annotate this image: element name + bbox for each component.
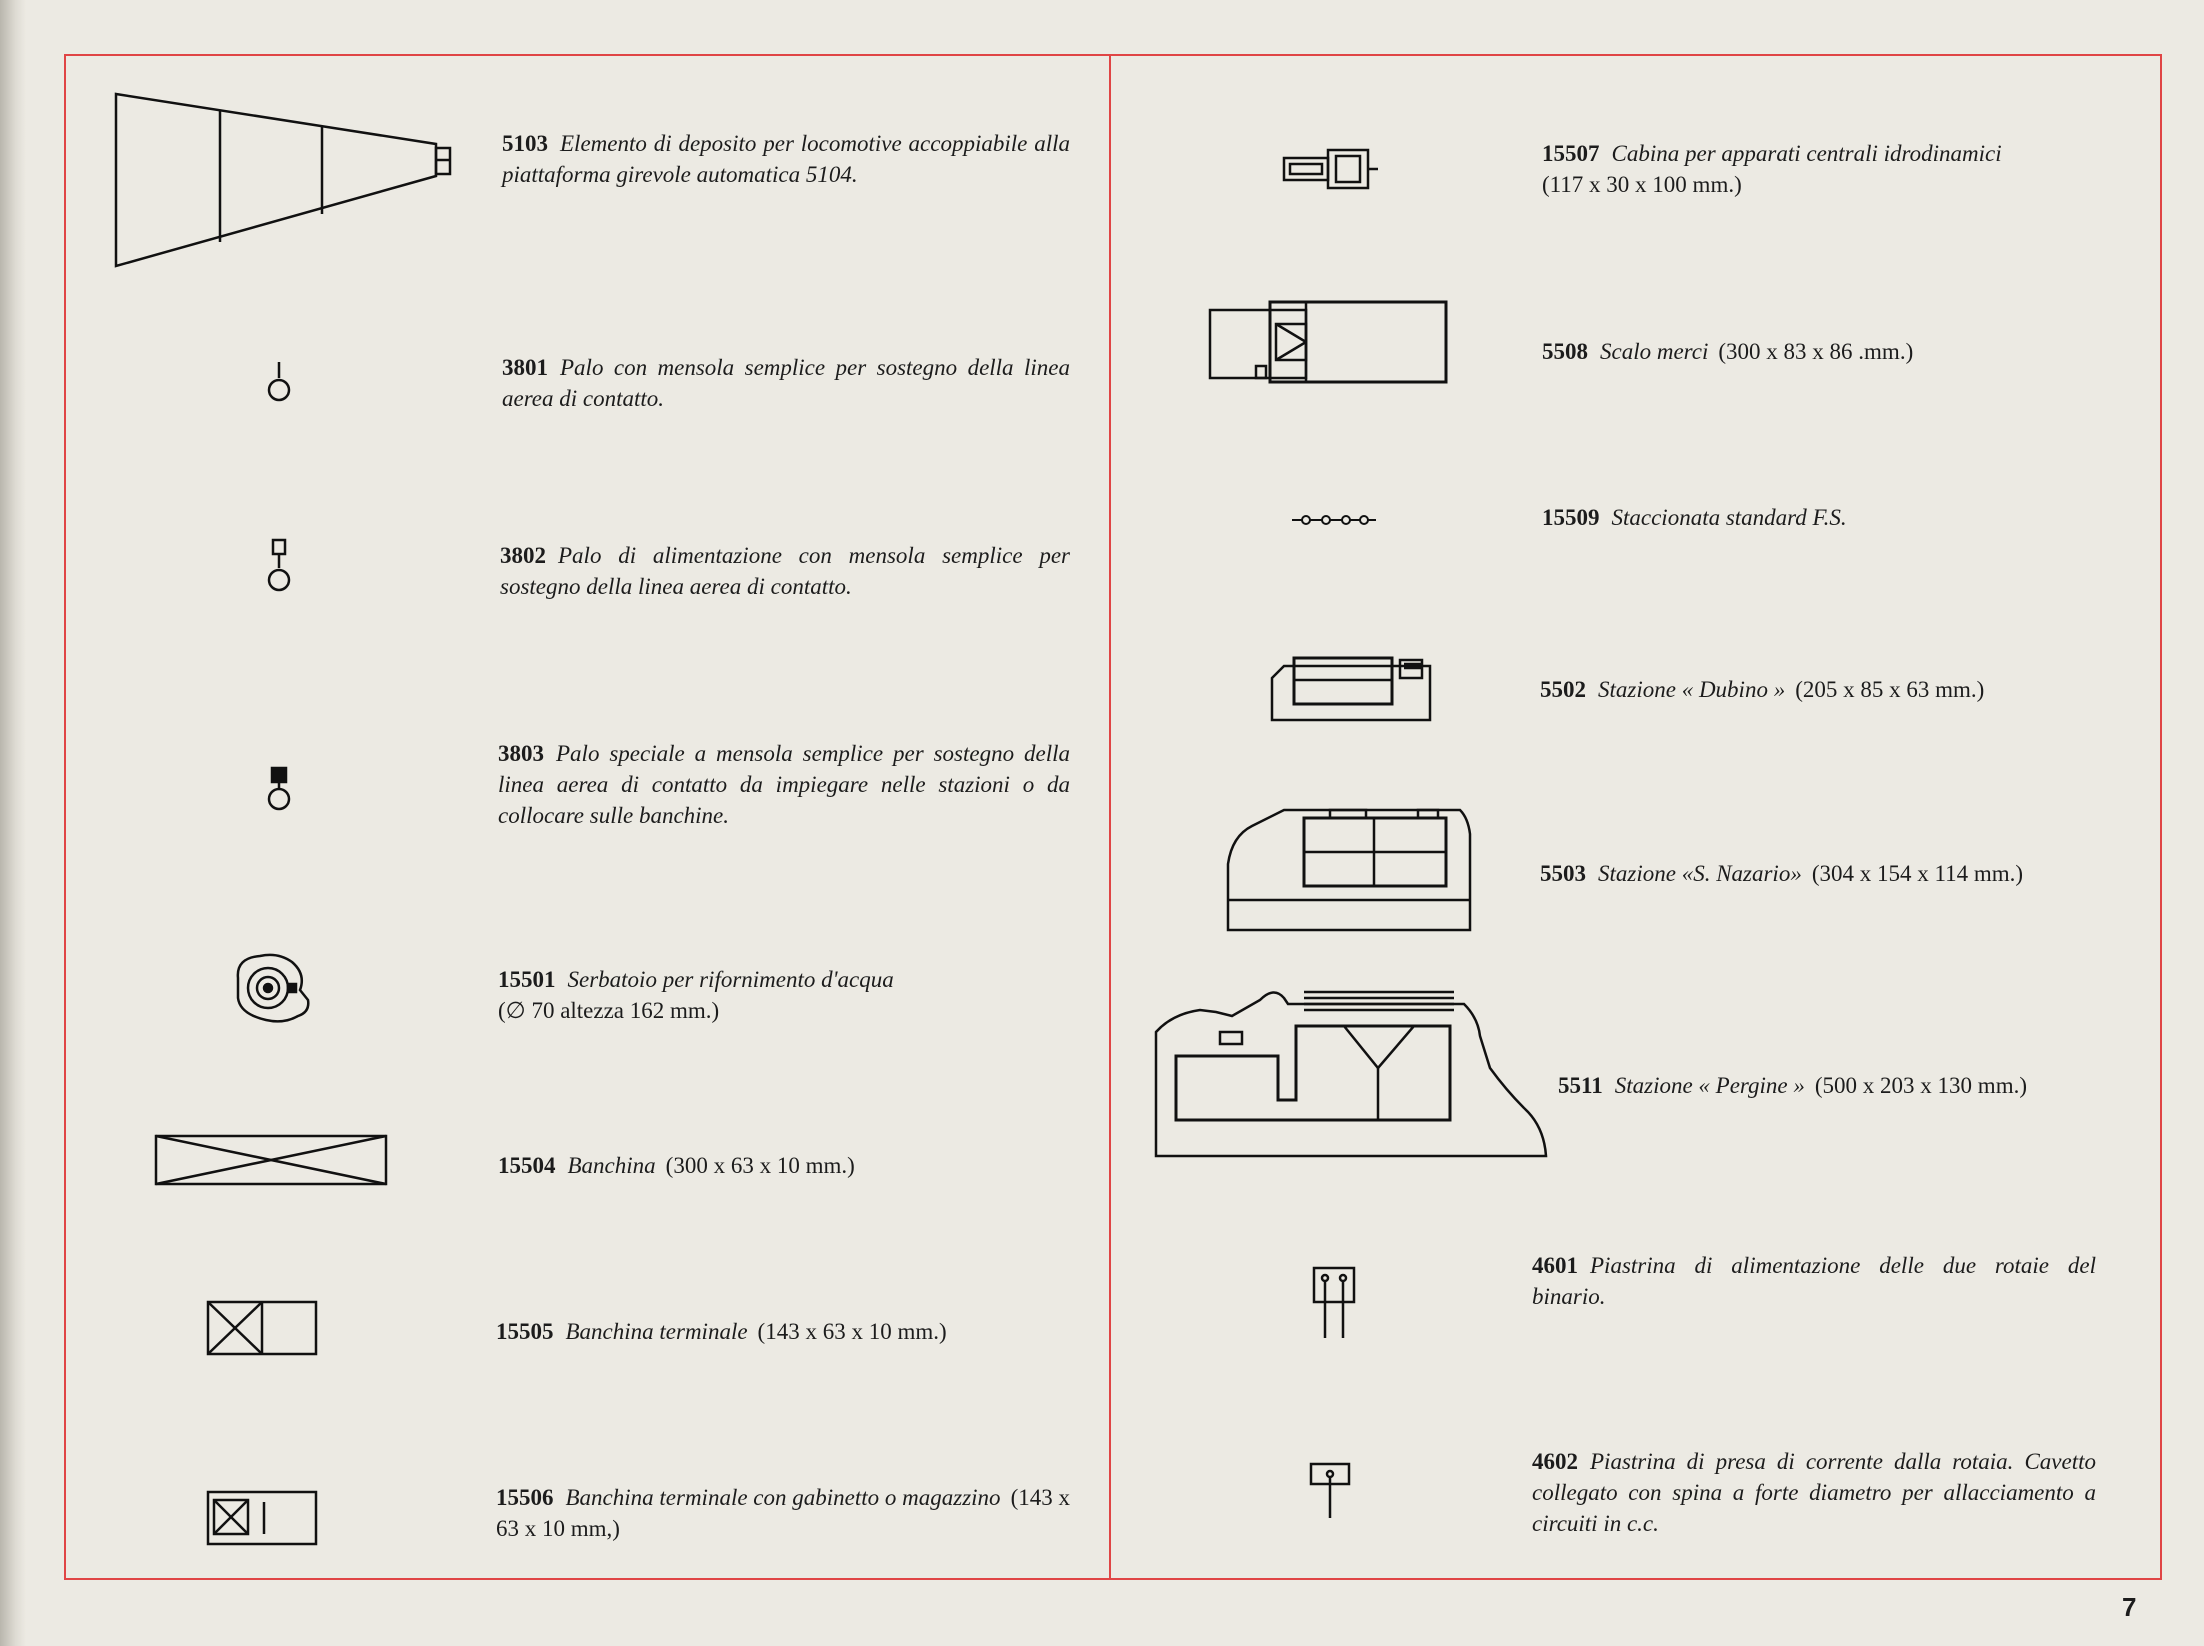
item-code: 5503 — [1540, 861, 1586, 886]
platform-symbol — [154, 1134, 388, 1186]
page-frame — [64, 54, 2162, 1580]
item-description: Elemento di deposito per locomotive accoppiabile alla piattaforma girevole automatica 5104. — [502, 131, 1070, 187]
item-dimensions: (143 x 63 x 10 mm,) — [496, 1485, 1070, 1541]
catalog-entry-15506 — [496, 1482, 1070, 1544]
terminal-platform-with-kiosk-symbol — [206, 1490, 318, 1546]
catalog-entry-5502 — [1540, 674, 2142, 705]
item-description: Cabina per apparati centrali idrodinamici — [1611, 141, 2002, 166]
catalog-entry-15507 — [1542, 138, 2142, 200]
catalog-entry-5511 — [1558, 1070, 2154, 1101]
catalog-entry-5103 — [502, 128, 1070, 190]
catalog-entry-15504 — [498, 1150, 1070, 1181]
page-number: 7 — [2122, 1592, 2137, 1622]
item-description: Staccionata standard F.S. — [1611, 505, 1847, 530]
item-code: 3803 — [498, 741, 544, 766]
item-code: 5103 — [502, 131, 548, 156]
item-code: 15505 — [496, 1319, 554, 1344]
item-dimensions: (143 x 63 x 10 mm.) — [757, 1319, 947, 1344]
item-code: 5508 — [1542, 339, 1588, 364]
item-code: 15504 — [498, 1153, 556, 1178]
catalog-entry-3802 — [500, 540, 1070, 602]
item-description: Stazione « Pergine » — [1614, 1073, 1805, 1098]
item-code: 3801 — [502, 355, 548, 380]
rail-pickup-plate-symbol — [1308, 1460, 1354, 1520]
item-description: Palo con mensola semplice per sostegno della linea aerea di contatto. — [502, 355, 1070, 411]
item-dimensions: (304 x 154 x 114 mm.) — [1811, 861, 2024, 886]
item-code: 3802 — [500, 543, 546, 568]
item-code: 4602 — [1532, 1449, 1578, 1474]
item-code: 15506 — [496, 1485, 554, 1510]
item-dimensions: (300 x 63 x 10 mm.) — [665, 1153, 855, 1178]
item-dimensions: (300 x 83 x 86 .mm.) — [1718, 339, 1914, 364]
item-description: Banchina terminale con gabinetto o magazzino — [565, 1485, 1001, 1510]
item-code: 15507 — [1542, 141, 1600, 166]
fence-symbol — [1290, 512, 1378, 528]
terminal-platform-symbol — [206, 1300, 318, 1356]
catalog-entry-3803 — [498, 738, 1070, 831]
catalog-entry-15505 — [496, 1316, 1070, 1347]
catalog-entry-4601 — [1532, 1250, 2096, 1312]
item-code: 15501 — [498, 967, 556, 992]
catalog-entry-4602 — [1532, 1446, 2096, 1539]
item-description: Banchina terminale — [565, 1319, 748, 1344]
item-dimensions: (∅ 70 altezza 162 mm.) — [498, 998, 720, 1023]
locomotive-depot-symbol — [110, 90, 456, 270]
item-dimensions: (500 x 203 x 130 mm.) — [1814, 1073, 2027, 1098]
item-dimensions: (117 x 30 x 100 mm.) — [1542, 172, 1742, 197]
special-bracket-pole-symbol — [264, 766, 294, 812]
station-dubino-symbol — [1270, 650, 1436, 722]
item-code: 15509 — [1542, 505, 1600, 530]
item-code: 5502 — [1540, 677, 1586, 702]
station-s-nazario-symbol — [1226, 804, 1472, 932]
goods-yard-symbol — [1208, 300, 1452, 382]
item-description: Stazione « Dubino » — [1598, 677, 1786, 702]
catalog-entry-15501 — [498, 964, 1070, 1026]
item-description: Serbatoio per rifornimento d'acqua — [567, 967, 894, 992]
water-tank-symbol — [228, 950, 312, 1026]
item-description: Piastrina di alimentazione delle due rotaie del binario. — [1532, 1253, 2096, 1309]
item-description: Banchina — [567, 1153, 656, 1178]
item-description: Palo speciale a mensola semplice per sostegno della linea aerea di contatto da impiegare nelle stazioni o da collocare sulle banchine. — [498, 741, 1070, 828]
item-code: 5511 — [1558, 1073, 1603, 1098]
single-bracket-pole-symbol — [264, 360, 294, 404]
item-description: Stazione «S. Nazario» — [1598, 861, 1802, 886]
catalog-entry-5503 — [1540, 858, 2142, 889]
station-pergine-symbol — [1154, 986, 1550, 1158]
item-description: Scalo merci — [1600, 339, 1709, 364]
control-cabin-symbol — [1282, 146, 1382, 192]
column-divider — [1109, 54, 1111, 1580]
catalog-entry-3801 — [502, 352, 1070, 414]
page-binding-edge — [0, 0, 26, 1646]
item-description: Piastrina di presa di corrente dalla rotaia. Cavetto collegato con spina a forte diametro per allacciamento a circuiti in c.c. — [1532, 1449, 2096, 1536]
catalog-entry-5508 — [1542, 336, 2142, 367]
item-description: Palo di alimentazione con mensola semplice per sostegno della linea aerea di contatto. — [500, 543, 1070, 599]
catalog-entry-15509 — [1542, 502, 2142, 533]
feeder-plate-symbol — [1312, 1264, 1358, 1340]
item-dimensions: (205 x 85 x 63 mm.) — [1795, 677, 1985, 702]
item-code: 4601 — [1532, 1253, 1578, 1278]
feeder-pole-symbol — [264, 538, 294, 594]
